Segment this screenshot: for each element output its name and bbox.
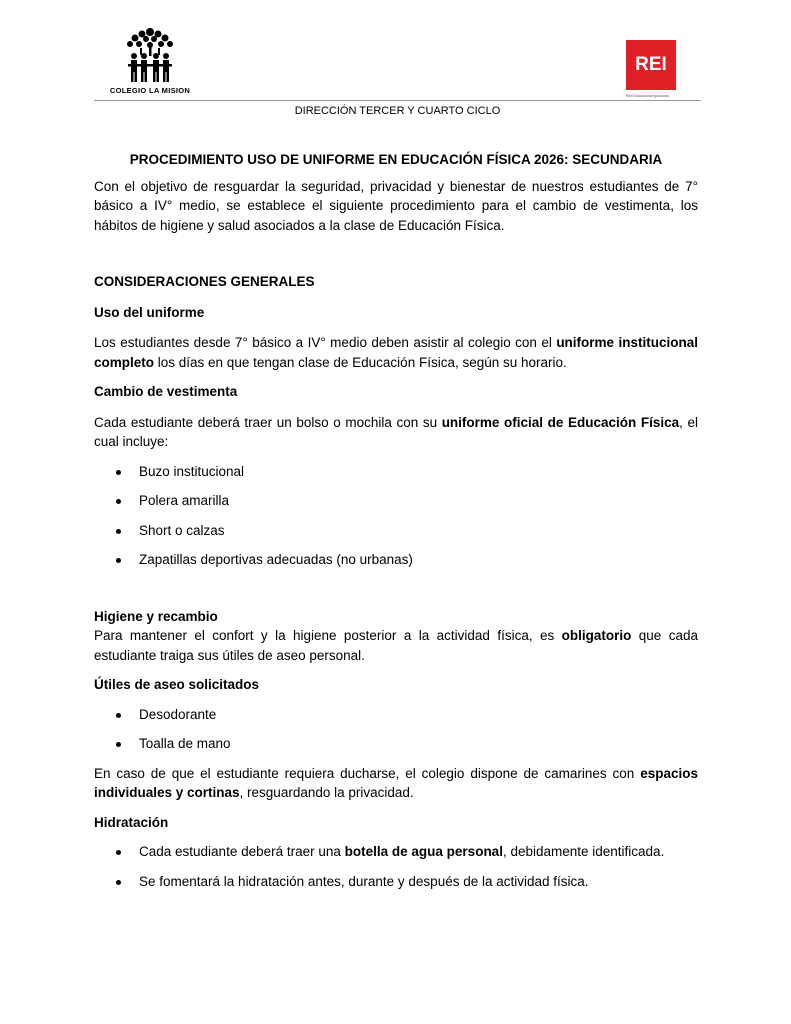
- school-logo-text: COLEGIO LA MISION: [109, 86, 191, 95]
- list-item: Short o calzas: [94, 521, 698, 541]
- showers-emphasis: espacios individuales y cortinas: [94, 765, 698, 800]
- list-item: Zapatillas deportivas adecuadas (no urbanas): [94, 550, 698, 570]
- change-paragraph: Cada estudiante deberá traer un bolso o mochila con su uniforme oficial de Educación Física, el cual incluye:: [94, 414, 698, 449]
- general-heading: CONSIDERACIONES GENERALES: [94, 274, 315, 289]
- hydration-list: [94, 842, 698, 891]
- list-item: Buzo institucional: [94, 462, 698, 482]
- change-heading: Cambio de vestimenta: [94, 384, 238, 399]
- uniform-paragraph: Los estudiantes desde 7° básico a IV° medio deben asistir al colegio con el uniforme institucional completo los días en que tengan clase de Educación Física, según su horario.: [94, 335, 698, 370]
- list-item: Toalla de mano: [94, 734, 698, 754]
- tree-people-icon: [120, 26, 180, 86]
- rei-logo-caption: Red Educacional Ignaciana: [626, 94, 669, 98]
- list-item: Se fomentará la hidratación antes, durante y después de la actividad física.: [94, 872, 698, 892]
- hydration-heading: Hidratación: [94, 814, 169, 830]
- list-item: Cada estudiante deberá traer una botella de agua personal, debidamente identificada.: [94, 842, 698, 862]
- hygiene-paragraph: Para mantener el confort y la higiene posterior a la actividad física, es obligatorio que cada estudiante traiga sus útiles de aseo personal.: [94, 628, 698, 663]
- direction-label: DIRECCIÓN TERCER Y CUARTO CICLO: [294, 105, 501, 117]
- list-item: Polera amarilla: [94, 491, 698, 511]
- hygiene-heading: Higiene y recambio: [94, 608, 218, 624]
- list-item: Desodorante: [94, 705, 698, 725]
- toiletries-heading: Útiles de aseo solicitados: [94, 677, 260, 692]
- showers-paragraph: En caso de que el estudiante requiera ducharse, el colegio dispone de camarines con espacios individuales y cortinas, resguardando la privacidad.: [94, 765, 698, 800]
- hygiene-emphasis: obligatorio: [561, 628, 632, 643]
- hydration-emphasis: botella de agua personal: [344, 844, 503, 859]
- change-emphasis: uniforme oficial de Educación Física: [441, 414, 680, 430]
- school-logo: [94, 26, 206, 98]
- uniform-emphasis: uniforme institucional completo: [94, 335, 698, 370]
- header-divider: [94, 100, 701, 101]
- rei-logo-box: REI: [626, 40, 676, 90]
- uniform-heading: Uso del uniforme: [94, 304, 205, 320]
- toiletries-list: [94, 705, 698, 754]
- intro-paragraph: Con el objetivo de resguardar la seguridad, privacidad y bienestar de nuestros estudiantes de 7° básico a IV° medio, se establece el siguiente procedimiento para el cambio de vestimenta, los hábitos de higiene y salud asociados a la clase de Educación Física.: [94, 178, 698, 233]
- rei-logo: [626, 40, 678, 105]
- document-title: PROCEDIMIENTO USO DE UNIFORME EN EDUCACIÓN FÍSICA 2026: SECUNDARIA: [129, 152, 663, 167]
- document-body: [94, 150, 698, 891]
- uniform-items-list: [94, 462, 698, 570]
